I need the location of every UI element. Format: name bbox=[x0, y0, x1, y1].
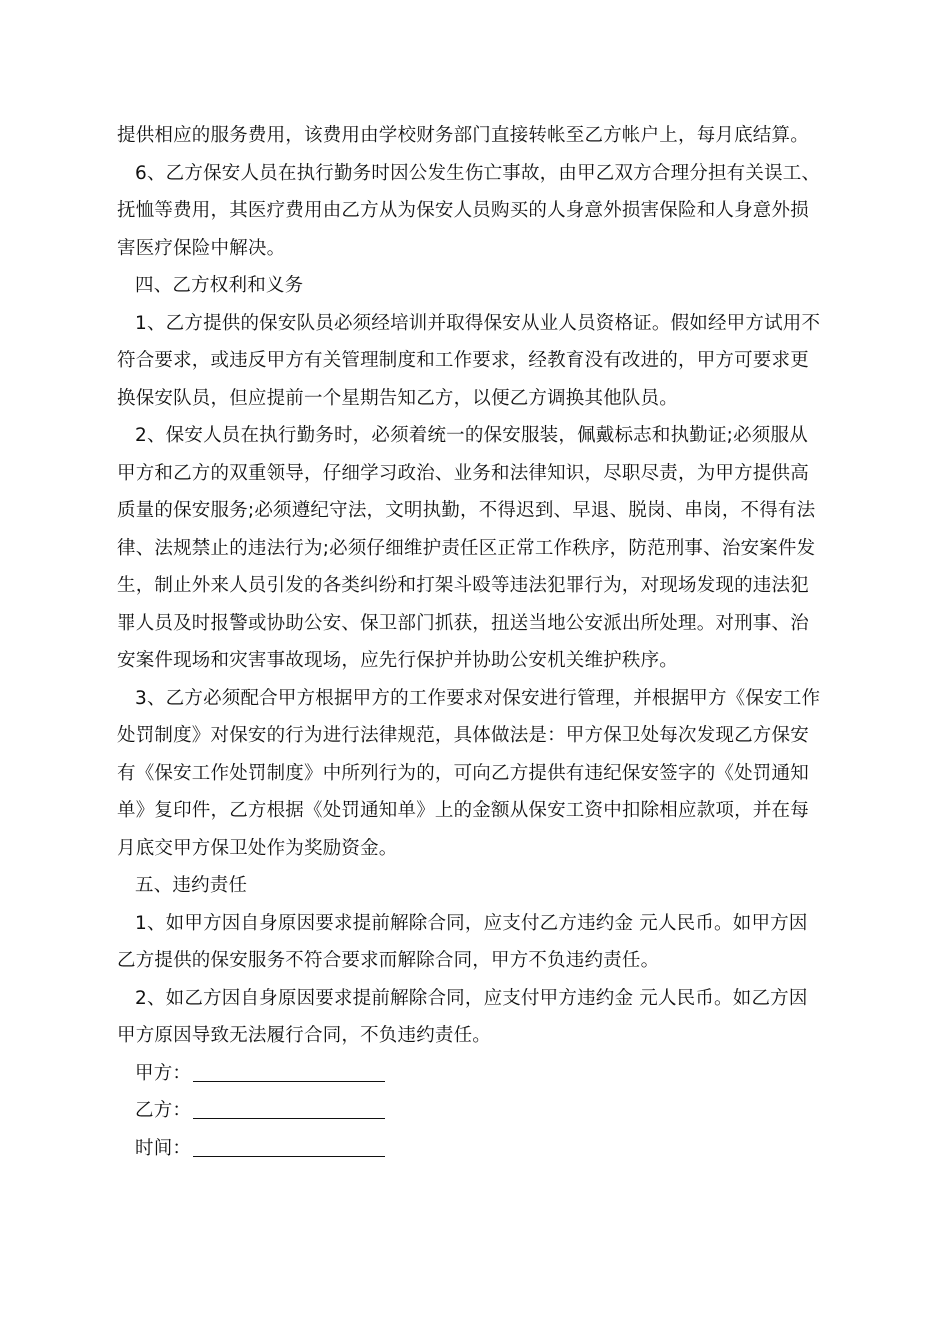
body-line: 提供相应的服务费用，该费用由学校财务部门直接转帐至乙方帐户上，每月底结算。 bbox=[117, 125, 809, 146]
body-line: 1、乙方提供的保安队员必须经培训并取得保安从业人员资格证。假如经甲方试用不 bbox=[135, 312, 821, 334]
signature-blank-line[interactable] bbox=[193, 1098, 385, 1119]
signature-blank-line[interactable] bbox=[193, 1061, 385, 1082]
body-line: 乙方提供的保安服务不符合要求而解除合同，甲方不负违约责任。 bbox=[117, 950, 660, 971]
body-line: 生，制止外来人员引发的各类纠纷和打架斗殴等违法犯罪行为，对现场发现的违法犯 bbox=[117, 575, 809, 596]
signature-date bbox=[117, 1130, 837, 1168]
body-line: 符合要求，或违反甲方有关管理制度和工作要求，经教育没有改进的，甲方可要求更 bbox=[117, 350, 809, 371]
signature-party-a bbox=[117, 1055, 837, 1093]
signature-label: 甲方： bbox=[135, 1062, 192, 1084]
signature-label: 乙方： bbox=[135, 1100, 192, 1121]
body-line: 单》复印件，乙方根据《处罚通知单》上的金额从保安工资中扣除相应款项，并在每 bbox=[117, 800, 809, 821]
body-line: 1、如甲方因自身原因要求提前解除合同，应支付乙方违约金 元人民币。如甲方因 bbox=[135, 912, 808, 934]
body-line: 质量的保安服务;必须遵纪守法，文明执勤，不得迟到、早退、脱岗、串岗，不得有法 bbox=[117, 500, 816, 521]
signature-block bbox=[117, 1055, 837, 1168]
body-line: 害医疗保险中解决。 bbox=[117, 237, 286, 259]
body-line: 有《保安工作处罚制度》中所列行为的，可向乙方提供有违纪保安签字的《处罚通知 bbox=[117, 762, 809, 784]
document-body bbox=[117, 117, 837, 1055]
body-line: 律、法规禁止的违法行为;必须仔细维护责任区正常工作秩序，防范刑事、治安案件发 bbox=[117, 537, 816, 559]
body-line: 处罚制度》对保安的行为进行法律规范，具体做法是：甲方保卫处每次发现乙方保安 bbox=[117, 725, 809, 746]
body-line: 月底交甲方保卫处作为奖励资金。 bbox=[117, 837, 398, 859]
body-line: 6、乙方保安人员在执行勤务时因公发生伤亡事故，由甲乙双方合理分担有关误工、 bbox=[135, 162, 821, 184]
body-line: 抚恤等费用，其医疗费用由乙方从为保安人员购买的人身意外损害保险和人身意外损 bbox=[117, 200, 809, 221]
body-line: 罪人员及时报警或协助公安、保卫部门抓获，扭送当地公安派出所处理。对刑事、治 bbox=[117, 612, 809, 634]
document-page bbox=[117, 117, 837, 1167]
section-heading: 四、乙方权利和义务 bbox=[135, 275, 304, 296]
body-line: 安案件现场和灾害事故现场，应先行保护并协助公安机关维护秩序。 bbox=[117, 650, 679, 671]
body-line: 换保安队员，但应提前一个星期告知乙方，以便乙方调换其他队员。 bbox=[117, 387, 679, 409]
signature-party-b bbox=[117, 1092, 837, 1130]
body-line: 2、如乙方因自身原因要求提前解除合同，应支付甲方违约金 元人民币。如乙方因 bbox=[135, 987, 808, 1009]
body-line: 3、乙方必须配合甲方根据甲方的工作要求对保安进行管理，并根据甲方《保安工作 bbox=[135, 687, 821, 709]
body-line: 甲方和乙方的双重领导，仔细学习政治、业务和法律知识，尽职尽责，为甲方提供高 bbox=[117, 462, 809, 484]
section-heading: 五、违约责任 bbox=[135, 875, 248, 896]
body-line: 2、保安人员在执行勤务时，必须着统一的保安服装，佩戴标志和执勤证;必须服从 bbox=[135, 425, 808, 446]
body-line: 甲方原因导致无法履行合同，不负违约责任。 bbox=[117, 1025, 492, 1046]
signature-blank-line[interactable] bbox=[193, 1136, 385, 1157]
signature-label: 时间： bbox=[135, 1137, 192, 1159]
